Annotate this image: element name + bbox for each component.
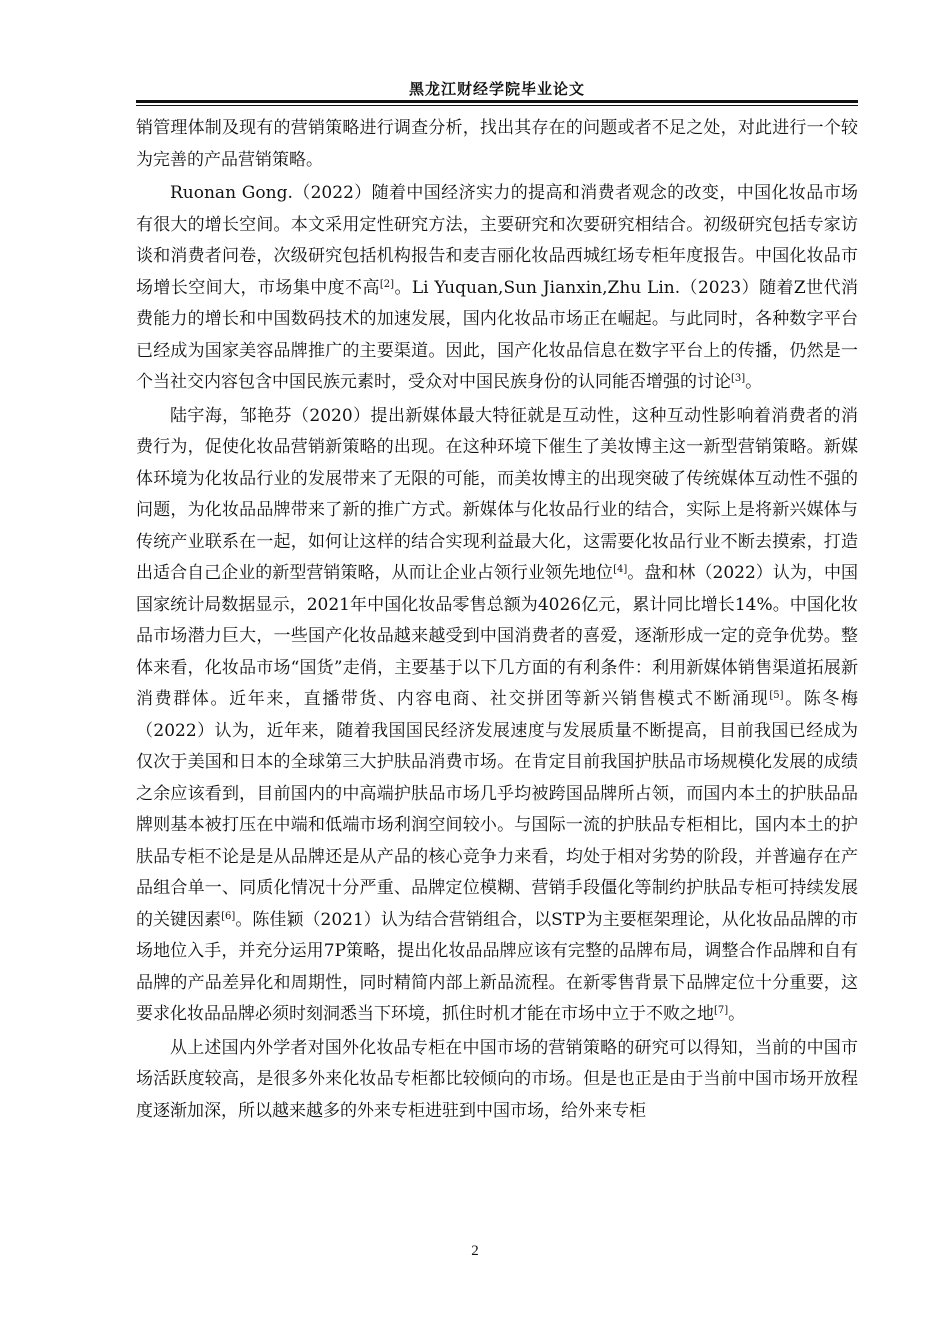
paragraph-text: 销管理体制及现有的营销策略进行调查分析，找出其存在的问题或者不足之处，对此进行一个较为完善的产品营销策略。 [136, 118, 858, 170]
page-number: 2 [471, 1243, 479, 1259]
paragraph-text: 。陈佳颖（2021）认为结合营销组合，以STP为主要框架理论，从化妆品品牌的市场地位入手，并充分运用7P策略，提出化妆品品牌应该有完整的品牌布局，调整合作品牌和自有品牌的产品差异化和周期性，同时精简内部上新品流程。在新零售背景下品牌定位十分重要，这要求化妆品品牌必须时刻洞悉当下环境，抓住时机才能在市场中立于不败之地 [136, 909, 859, 1024]
paragraph [136, 1033, 858, 1128]
paragraph-text: 陆宇海，邹艳芬（2020）提出新媒体最大特征就是互动性，这种互动性影响着消费者的消费行为，促使化妆品营销新策略的出现。在这种环境下催生了美妆博主这一新型营销策略。新媒体环境为化妆品行业的发展带来了无限的可能，而美妆博主的出现突破了传统媒体互动性不强的问题，为化妆品品牌带来了新的推广方式。新媒体与化妆品行业的结合，实际上是将新兴媒体与传统产业联系在一起，如何让这样的结合实现利益最大化，这需要化妆品行业不断去摸索，打造出适合自己企业的新型营销策略，从而让企业占领行业领先地位 [136, 405, 858, 583]
citation-ref: [2] [379, 278, 395, 290]
paragraph-continued [136, 113, 858, 176]
citation-ref: [5] [769, 690, 784, 701]
paragraph-text: Ruonan Gong.（2022）随着中国经济实力的提高和消费者观念的改变，中国化妆品市场有很大的增长空间。本文采用定性研究方法，主要研究和次要研究相结合。初级研究包括专家访谈和消费者问卷，次级研究包括机构报告和麦吉丽化妆品西城红场专柜年度报告。中国化妆品市场增长空间大，市场集中度不高 [136, 183, 858, 298]
paragraph-text: 。Li Yuquan,Sun Jianxin,Zhu Lin.（2023）随着Z世代消费能力的增长和中国数码技术的加速发展，国内化妆品市场正在崛起。与此同时，各种数字平台已经成为国家美容品牌推广的主要渠道。因此，国产化妆品信息在数字平台上的传播，仍然是一个当社交内容包含中国民族元素时，受众对中国民族身份的认同能否增强的讨论 [136, 277, 858, 392]
paragraph-text: 。 [728, 1004, 746, 1024]
running-header: 黑龙江财经学院毕业论文 [408, 80, 585, 98]
citation-ref: [4] [613, 564, 628, 575]
header-rule-thick [136, 100, 858, 103]
body-text [136, 113, 858, 1127]
paragraph [136, 178, 858, 399]
paragraph-text: 。陈冬梅（2022）认为，近年来，随着我国国民经济发展速度与发展质量不断提高，目前我国已经成为仅次于美国和日本的全球第三大护肤品消费市场。在肯定目前我国护肤品市场规模化发展的成绩之余应该看到，目前国内的中高端护肤品市场几乎均被跨国品牌所占领，而国内本土的护肤品品牌则基本被打压在中端和低端市场利润空间较小。与国际一流的护肤品专柜相比，国内本土的护肤品专柜不论是是从品牌还是从产品的核心竞争力来看，均处于相对劣势的阶段，并普遍存在产品组合单一、同质化情况十分严重、品牌定位模糊、营销手段僵化等制约护肤品专柜可持续发展的关键因素 [136, 689, 859, 930]
paragraph-text: 。 [745, 372, 763, 392]
paragraph [136, 401, 858, 1031]
paragraph-text: 从上述国内外学者对国外化妆品专柜在中国市场的营销策略的研究可以得知，当前的中国市场活跃度较高，是很多外来化妆品专柜都比较倾向的市场。但是也正是由于当前中国市场开放程度逐渐加深，所以越来越多的外来专柜进驻到中国市场，给外来专柜 [136, 1037, 858, 1121]
citation-ref: [6] [221, 910, 236, 922]
citation-ref: [3] [731, 373, 746, 384]
paragraph-text: 。盘和林（2022）认为，中国国家统计局数据显示，2021年中国化妆品零售总额为4026亿元，累计同比增长14%。中国化妆品市场潜力巨大，一些国产化妆品越来越受到中国消费者的喜爱，逐渐形成一定的竞争优势。整体来看，化妆品市场“国货”走俏，主要基于以下几方面的有利条件：利用新媒体销售渠道拓展新消费群体。近年来，直播带货、内容电商、社交拼团等新兴销售模式不断涌现 [136, 563, 858, 709]
header-rule-thin [136, 105, 858, 106]
citation-ref: [7] [714, 1005, 729, 1016]
